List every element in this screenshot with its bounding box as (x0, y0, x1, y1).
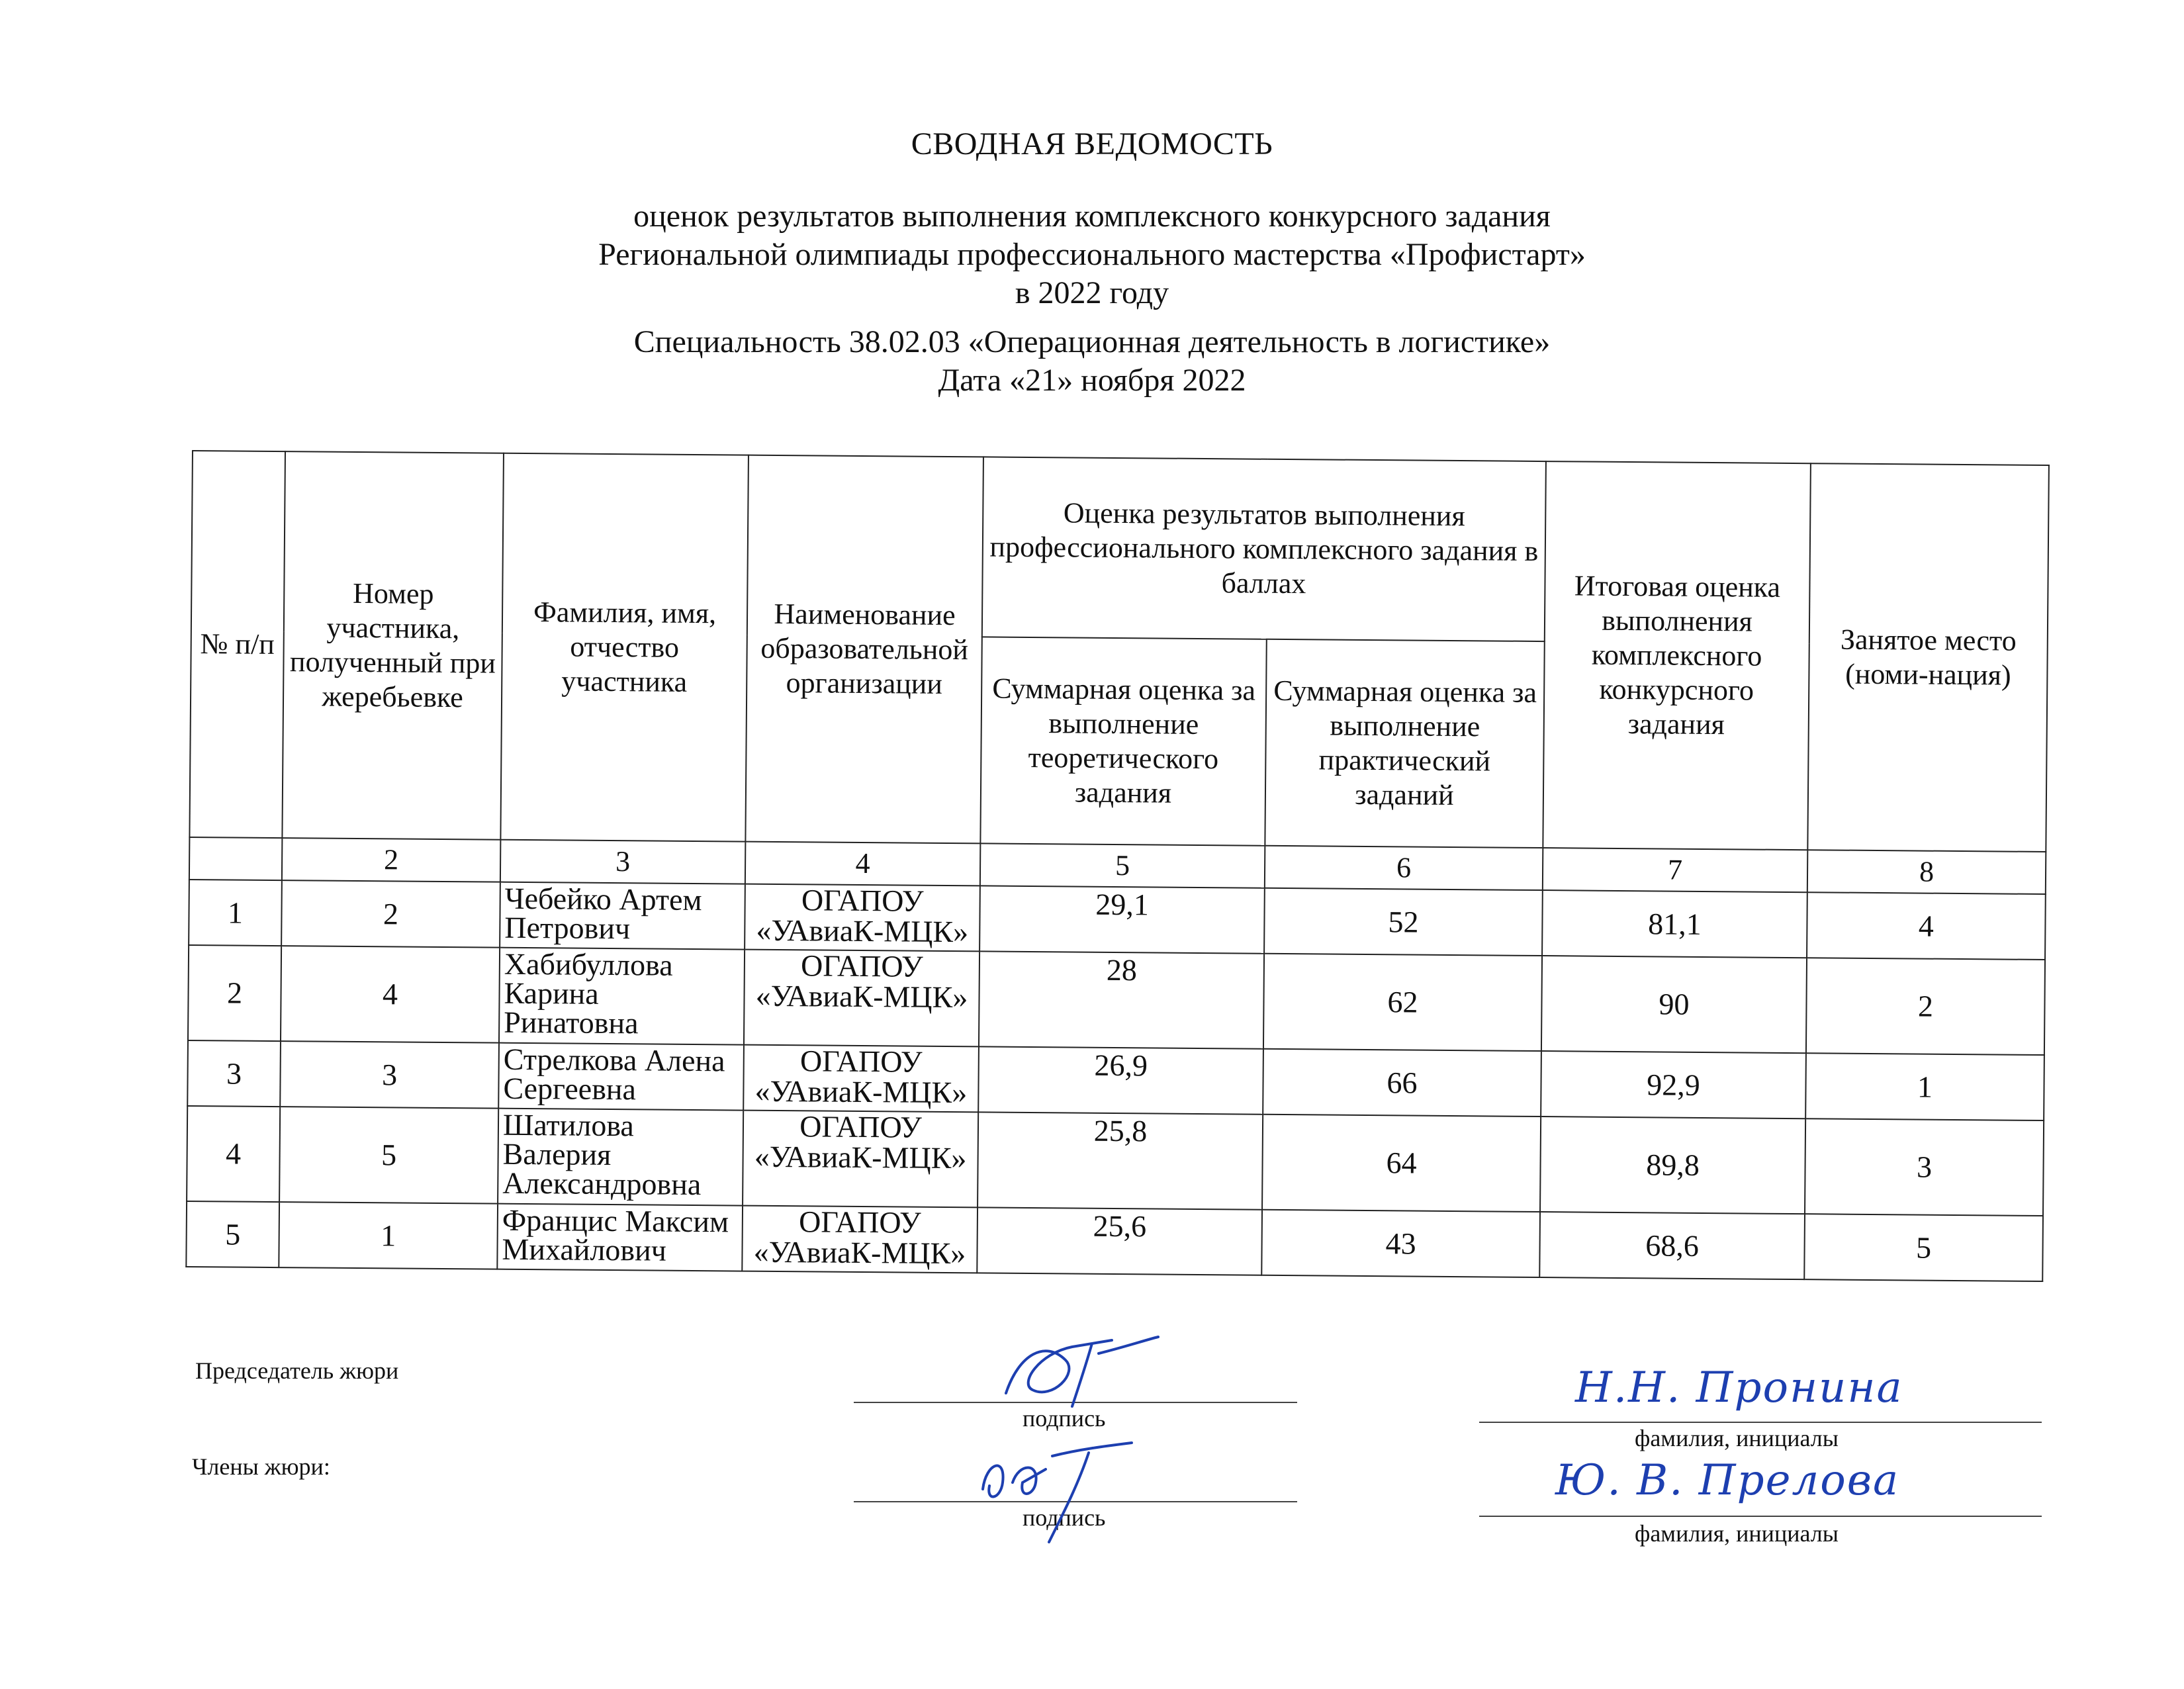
cell-organization (745, 884, 980, 952)
cell-practice: 62 (1263, 954, 1542, 1051)
results-table-wrapper (185, 450, 2048, 1282)
cell-theory: 25,8 (978, 1112, 1263, 1209)
member-name-caption: фамилия, инициалы (1635, 1520, 1839, 1547)
chair-name-line (1479, 1422, 2042, 1423)
org-line-1: ОГАПОУ (799, 1109, 922, 1144)
cell-practice: 43 (1261, 1210, 1540, 1277)
document-specialty-block (0, 323, 2184, 400)
subtitle-line-1: оценок результатов выполнения комплексного конкурсного задания (633, 199, 1551, 234)
cell-name: Хабибуллова Карина Ринатовна (499, 948, 745, 1045)
document-title: СВОДНАЯ ВЕДОМОСТЬ (911, 126, 1273, 161)
org-line-2: «УАвиаК-МЦК» (753, 1234, 966, 1271)
member-name-line (1479, 1516, 2042, 1517)
cell-participant: 2 (281, 880, 500, 948)
chair-signature-caption: подпись (1023, 1405, 1106, 1432)
cell-participant: 4 (281, 946, 500, 1043)
cell-organization (744, 950, 979, 1047)
table-row (188, 945, 2045, 1055)
results-table (185, 450, 2050, 1282)
document-subtitle (0, 197, 2184, 312)
table-row (187, 1106, 2044, 1216)
member-signature-icon (973, 1436, 1145, 1549)
cell-theory: 28 (979, 951, 1264, 1048)
header-practice: Суммарная оценка за выполнение практический заданий (1265, 639, 1544, 848)
column-number: 7 (1543, 848, 1807, 892)
subtitle-line-3: в 2022 году (1015, 275, 1169, 310)
header-theory: Суммарная оценка за выполнение теоретического задания (980, 637, 1266, 845)
org-line-2: «УАвиаК-МЦК» (755, 978, 968, 1015)
cell-name: Чебейко Артем Петрович (500, 882, 745, 950)
cell-num: 2 (188, 945, 281, 1041)
column-number: 8 (1807, 850, 2046, 894)
org-line-1: ОГАПОУ (801, 883, 924, 918)
org-line-1: ОГАПОУ (799, 1044, 923, 1079)
column-number: 6 (1265, 846, 1543, 890)
cell-practice: 64 (1262, 1115, 1541, 1212)
header-num: № п/п (189, 451, 285, 838)
cell-place: 1 (1805, 1053, 2044, 1120)
header-score-group: Оценка результатов выполнения профессионального комплексного задания в баллах (982, 457, 1546, 641)
cell-place: 2 (1806, 958, 2045, 1055)
cell-place: 4 (1807, 892, 2046, 960)
cell-participant: 5 (279, 1107, 498, 1204)
document-date: Дата «21» ноября 2022 (938, 363, 1246, 398)
cell-name: Шатилова Валерия Александровна (498, 1109, 743, 1206)
header-full-name: Фамилия, имя, отчество участника (500, 453, 749, 842)
header-participant-number: Номер участника, полученный при жеребьевке (282, 451, 504, 840)
cell-participant: 1 (279, 1202, 498, 1269)
chair-name-caption: фамилия, инициалы (1635, 1425, 1839, 1451)
chair-label: Председатель жюри (195, 1357, 399, 1384)
header-total: Итоговая оценка выполнения комплексного конкурсного задания (1543, 461, 1811, 850)
header-row-1 (191, 451, 2049, 645)
cell-place: 5 (1804, 1214, 2043, 1281)
table-row (186, 1201, 2043, 1281)
column-number: 5 (980, 843, 1265, 888)
cell-name: Францис Максим Михайлович (497, 1204, 743, 1271)
org-line-1: ОГАПОУ (800, 948, 923, 983)
subtitle-line-2: Региональной олимпиады профессионального мастерства «Профистарт» (598, 237, 1586, 272)
cell-total: 90 (1541, 956, 1807, 1053)
member-handwritten-name: Ю. В. Прелова (1555, 1456, 1900, 1505)
column-number (189, 837, 282, 880)
header-place: Занятое место (номи-нация) (1807, 463, 2049, 852)
cell-organization (743, 1045, 979, 1113)
cell-num: 3 (187, 1040, 281, 1107)
specialty: Специальность 38.02.03 «Операционная деятельность в логистике» (633, 324, 1551, 359)
cell-total: 81,1 (1542, 890, 1807, 958)
chair-handwritten-name: Н.Н. Пронина (1575, 1363, 1903, 1412)
cell-theory: 26,9 (978, 1046, 1263, 1114)
cell-name: Стрелкова Алена Сергеевна (498, 1043, 744, 1111)
cell-num: 1 (189, 880, 282, 946)
column-number: 4 (745, 842, 980, 886)
member-signature-caption: подпись (1023, 1504, 1106, 1531)
cell-theory: 29,1 (979, 886, 1265, 953)
cell-theory: 25,6 (977, 1207, 1262, 1275)
org-line-2: «УАвиаК-МЦК» (756, 913, 969, 949)
column-number: 3 (500, 840, 745, 884)
cell-num: 4 (187, 1106, 280, 1202)
org-line-2: «УАвиаК-МЦК» (754, 1073, 968, 1110)
cell-participant: 3 (280, 1041, 499, 1109)
org-line-1: ОГАПОУ (798, 1205, 921, 1240)
cell-organization (743, 1111, 978, 1208)
org-line-2: «УАвиаК-МЦК» (754, 1139, 967, 1175)
cell-total: 89,8 (1540, 1117, 1805, 1214)
cell-place: 3 (1805, 1118, 2044, 1216)
cell-total: 92,9 (1541, 1051, 1806, 1118)
header-organization: Наименование образовательной организации (745, 455, 983, 844)
cell-total: 68,6 (1539, 1212, 1805, 1279)
chair-signature-icon (993, 1327, 1165, 1420)
cell-practice: 66 (1263, 1049, 1541, 1117)
cell-practice: 52 (1264, 888, 1543, 956)
members-label: Члены жюри: (192, 1453, 330, 1480)
cell-organization (742, 1206, 978, 1273)
cell-num: 5 (186, 1201, 279, 1267)
column-number: 2 (282, 838, 500, 882)
